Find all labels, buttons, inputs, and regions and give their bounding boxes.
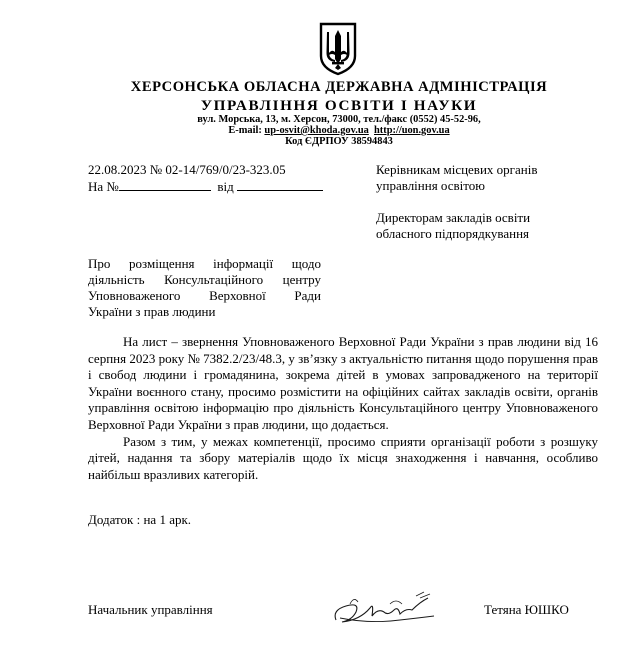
addressee-local-authorities: Керівникам місцевих органів управління освітою xyxy=(376,162,538,193)
website-link[interactable]: http://uon.gov.ua xyxy=(374,125,450,136)
department-name: УПРАВЛІННЯ ОСВІТИ І НАУКИ xyxy=(200,97,478,114)
signatory-role: Начальник управління xyxy=(88,602,213,617)
handwritten-signature xyxy=(330,590,440,632)
letter-subject xyxy=(88,256,321,320)
trident-emblem-icon xyxy=(318,22,358,76)
subject-line: діяльність Консультаційного центру xyxy=(88,272,321,287)
reply-ref xyxy=(88,178,323,195)
reply-number-label: На № xyxy=(88,179,119,194)
body-paragraph: Разом з тим, у межах компетенції, просимо сприяти організації роботи з розшуку дітей, надання та збору матеріалів щодо їх місця знаходження і навчання, особливо найбільш вразливих категорій. xyxy=(88,433,598,482)
body-paragraph: На лист – звернення Уповноваженого Верховної Ради України з прав людини від 16 серпня 2023 року № 7382.2/23/48.3, у зв’язку з актуальністю питання щодо порушення прав і свобод людини і громадянина, зокрема дітей в умовах запровадженого на території України воєнного стану, просимо розмістити на офіційних сайтах закладів освіти, органів управління освітою інформацію про діяльність Консультаційного центру Уповноваженого Верховної Ради України з прав людини, що додається. xyxy=(88,334,598,432)
edrpou-code: Код ЄДРПОУ 38594843 xyxy=(285,136,393,147)
postal-address: вул. Морська, 13, м. Херсон, 73000, тел./факс (0552) 45-52-96, xyxy=(197,114,481,125)
org-name: ХЕРСОНСЬКА ОБЛАСНА ДЕРЖАВНА АДМІНІСТРАЦІЯ xyxy=(130,79,548,95)
attachment-note: Додаток : на 1 арк. xyxy=(88,512,192,527)
letter-body xyxy=(88,334,598,483)
contact-line xyxy=(0,125,620,136)
email-link[interactable]: up-osvit@khoda.gov.ua xyxy=(264,125,369,136)
outgoing-ref: 22.08.2023 № 02-14/769/0/23-323.05 xyxy=(88,162,286,177)
subject-line: Про розміщення інформації щодо xyxy=(88,256,321,271)
subject-line: Уповноваженого Верховної Ради xyxy=(88,288,321,303)
reply-date-blank xyxy=(237,178,323,191)
reply-number-blank xyxy=(119,178,211,191)
email-label: E-mail: xyxy=(228,125,265,136)
subject-line: України з прав людини xyxy=(88,304,216,319)
signatory-name: Тетяна ЮШКО xyxy=(484,602,569,617)
reply-date-label: від xyxy=(217,179,234,194)
addressee-school-directors: Директорам закладів освіти обласного підпорядкування xyxy=(376,210,531,241)
